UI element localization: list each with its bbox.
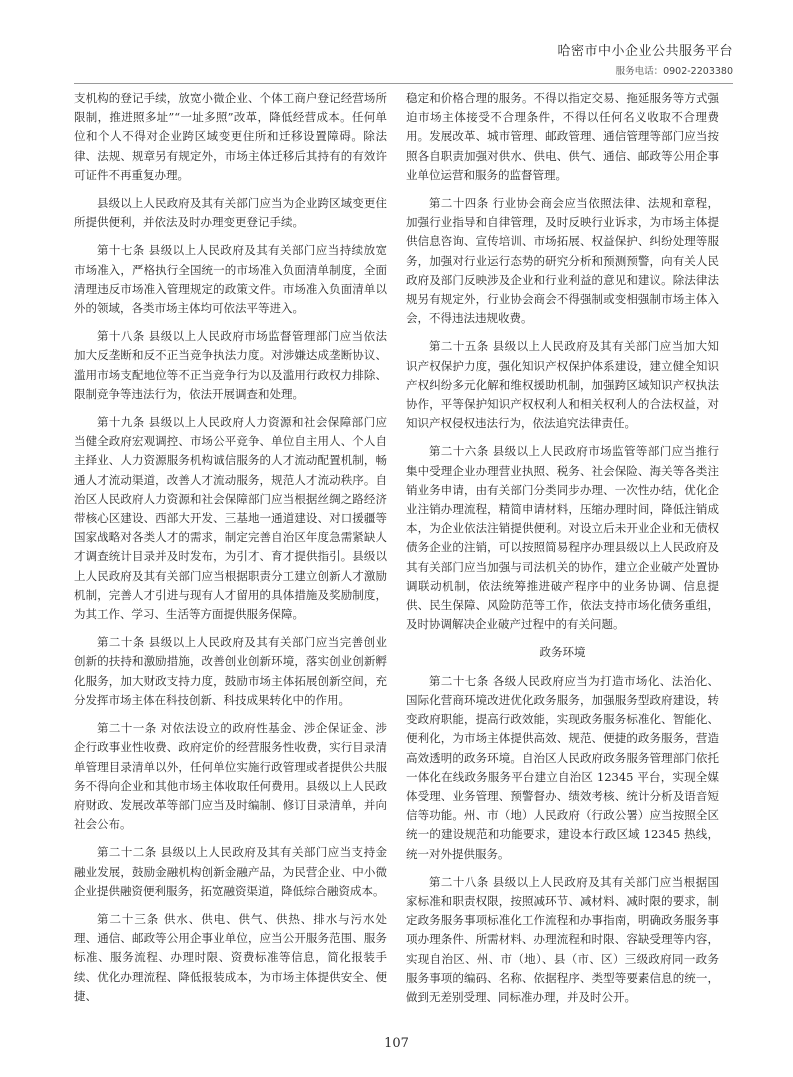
article-18: 第十八条 县级以上人民政府市场监督管理部门应当依法加大反垄断和反不正当竞争执法力度。对涉嫌达成垄断协议、滥用市场支配地位等不正当竞争行为以及滥用行政权力排除、限制竞争等违法行为，依法开展调查和处理。 [74,329,387,401]
page-header [557,40,733,77]
article-23: 第二十三条 供水、供电、供气、供热、排水与污水处理、通信、邮政等公用企事业单位，应当公开服务范围、服务标准、服务流程、办理时限、资费标准等信息，简化报装手续、优化办理流程、降低报装成本，为市场主体提供安全、便捷、 [74,911,387,1003]
header-divider [74,83,733,84]
page-number: 107 [384,1036,409,1051]
paragraph: 支机构的登记手续，放宽小微企业、个体工商户登记经营场所限制，推进照多址”“一址多照”改革，降低经营成本。任何单位和个人不得对企业跨区域变更住所和迁移设置障碍。除法律、法规、规章另有规定外，市场主体迁移后其持有的有效许可证件不再重复办理。 [74,91,387,182]
paragraph: 县级以上人民政府及其有关部门应当为企业跨区域变更住所提供便利，并依法及时办理变更登记手续。 [74,196,387,230]
organization-name: 哈密市中小企业公共服务平台 [557,44,733,59]
section-title: 政务环境 [539,645,586,660]
article-25: 第二十五条 县级以上人民政府及其有关部门应当加大知识产权保护力度，强化知识产权保护体系建设，建立健全知识产权纠纷多元化解和维权援助机制，加强跨区域知识产权执法协作，平等保护知识产权权利人和相关权利人的合法权益，对知识产权侵权违法行为，依法追究法律责任。 [406,339,719,431]
article-24: 第二十四条 行业协会商会应当依照法律、法规和章程，加强行业指导和自律管理，及时反映行业诉求，为市场主体提供信息咨询、宣传培训、市场拓展、权益保护、纠纷处理等服务，加强对行业运行态势的研究分析和预测预警，向有关人民政府及部门反映涉及企业和行业利益的意见和建议。除法律法规另有规定外，行业协会商会不得强制或变相强制市场主体入会，不得违法违规收费。 [406,196,719,326]
article-28: 第二十八条 县级以上人民政府及其有关部门应当根据国家标准和职责权限，按照减环节、减材料、减时限的要求，制定政务服务事项标准化工作流程和办事指南，明确政务服务事项办理条件、所需材料、办理流程和时限、容缺受理等内容，实现自治区、州、市（地）、县（市、区）三级政府同一政务服务事项的编码、名称、依据程序、类型等要素信息的统一，做到无差别受理、同标准办理，并及时公开。 [406,874,719,1004]
service-phone: 服务电话：0902-2203380 [615,66,733,77]
left-column [74,89,387,1015]
article-21: 第二十一条 对依法设立的政府性基金、涉企保证金、涉企行政事业性收费、政府定价的经营服务性收费，实行目录清单管理目录清单以外，任何单位实施行政管理或者提供公共服务不得向企业和其他市场主体收取任何费用。县级以上人民政府财政、发展改革等部门应当及时编制、修订目录清单，并向社会公布。 [74,721,387,832]
paragraph: 稳定和价格合理的服务。不得以指定交易、拖延服务等方式强迫市场主体接受不合理条件，不得以任何名义收取不合理费用。发展改革、城市管理、邮政管理、通信管理等部门应当按照各自职责加强对供水、供电、供气、通信、邮政等公用企事业单位运营和服务的监督管理。 [406,91,719,182]
article-22: 第二十二条 县级以上人民政府及其有关部门应当支持金融业发展，鼓励金融机构创新金融产品，为民营企业、中小微企业提供融资便利服务，拓宽融资渠道，降低综合融资成本。 [74,845,387,898]
article-20: 第二十条 县级以上人民政府及其有关部门应当完善创业创新的扶持和激励措施，改善创业创新环境，落实创业创新孵化服务，加大财政支持力度，鼓励市场主体拓展创新空间，充分发挥市场主体在科技创新、科技成果转化中的作用。 [74,635,387,707]
article-26: 第二十六条 县级以上人民政府市场监管等部门应当推行集中受理企业办理营业执照、税务、社会保险、海关等各类注销业务申请，由有关部门分类同步办理、一次性办结，优化企业注销办理流程，精简申请材料，压缩办理时间，降低注销成本，为企业依法注销提供便利。对设立后未开业企业和无债权债务企业的注销，可以按照简易程序办理县级以上人民政府及其有关部门应当加强与司法机关的协作，建立企业破产处置协调联动机制，依法统筹推进破产程序中的业务协调、信息提供、民生保障、风险防范等工作，依法支持市场化债务重组，及时协调解决企业破产过程中的有关问题。 [406,444,719,632]
right-column [406,89,719,1016]
article-17: 第十七条 县级以上人民政府及其有关部门应当持续放宽市场准入，严格执行全国统一的市场准入负面清单制度，全面清理违反市场准入管理规定的政策文件。市场准入负面清单以外的领域，各类市场主体均可依法平等进入。 [74,243,387,316]
article-27: 第二十七条 各级人民政府应当为打造市场化、法治化、国际化营商环境改进优化政务服务，加强服务型政府建设，转变政府职能，提高行政效能，实现政务服务标准化、智能化、便利化，为市场主体提供高效、规范、便捷的政务服务，营造高效透明的政务环境。自治区人民政府政务服务管理部门依托一体化在线政务服务平台建立自治区 12345 平台，实现全媒体受理、业务管理、预警督办、绩效考核、统计分析及语音短信等功能。州、市（地）人民政府（行政公署）应当按照全区统一的建设规范和功能要求，建设本行政区域 12345 热线，统一对外提供服务。 [406,673,719,861]
article-19: 第十九条 县级以上人民政府人力资源和社会保障部门应当健全政府宏观调控、市场公平竞争、单位自主用人、个人自主择业、人力资源服务机构诚信服务的人才流动配置机制，畅通人才流动渠道，改善人才流动服务，规范人才流动秩序。自治区人民政府人力资源和社会保障部门应当根据丝绸之路经济带核心区建设、西部大开发、三基地一通道建设、对口援疆等国家战略对各类人才的需求，制定完善自治区年度急需紧缺人才调查统计目录并及时发布，为引才、育才提供指引。县级以上人民政府及其有关部门应当根据职责分工建立创新人才激励机制，完善人才引进与现有人才留用的具体措施及奖励制度，为其工作、学习、生活等方面提供服务保障。 [74,415,387,622]
